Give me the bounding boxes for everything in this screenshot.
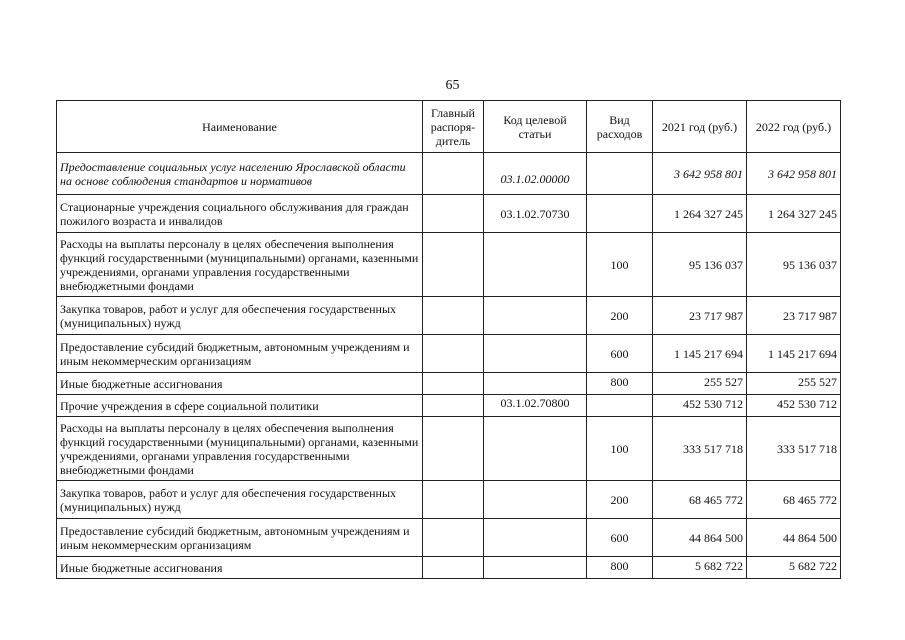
row-name: Закупка товаров, работ и услуг для обеспечения государственных (муниципальных) нужд [57,481,423,519]
row-amount-2021: 452 530 712 [653,395,747,417]
row-name: Стационарные учреждения социального обслуживания для граждан пожилого возраста и инвалидов [57,195,423,233]
row-code: 03.1.02.70730 [484,195,587,233]
row-expense-type: 200 [587,481,653,519]
row-amount-2022: 452 530 712 [747,395,841,417]
table-row [57,153,841,195]
row-expense-type [587,395,653,417]
row-amount-2021: 1 264 327 245 [653,195,747,233]
header-glavny: Главный распоря-дитель [423,101,484,153]
row-code [484,417,587,481]
row-expense-type: 600 [587,335,653,373]
row-expense-type [587,195,653,233]
row-amount-2022: 333 517 718 [747,417,841,481]
row-glavny [423,233,484,297]
row-name: Расходы на выплаты персоналу в целях обеспечения выполнения функций государственными (муниципальными) органами, казенными учреждениями, органами управления государственными внебюджетными фондами [57,233,423,297]
row-amount-2021: 1 145 217 694 [653,335,747,373]
page-number: 65 [445,78,460,93]
row-glavny [423,557,484,579]
row-code [484,557,587,579]
row-glavny [423,153,484,195]
table-row [57,395,841,417]
row-amount-2021: 3 642 958 801 [653,153,747,195]
table-row [57,373,841,395]
table-header [57,101,841,153]
row-code [484,373,587,395]
table-row [57,481,841,519]
table-row [57,557,841,579]
row-code: 03.1.02.00000 [484,153,587,195]
row-amount-2021: 23 717 987 [653,297,747,335]
header-type: Вид расходов [587,101,653,153]
row-name: Предоставление субсидий бюджетным, автономным учреждениям и иным некоммерческим организациям [57,335,423,373]
row-amount-2021: 5 682 722 [653,557,747,579]
row-code: 03.1.02.70800 [484,395,587,417]
table-row [57,233,841,297]
row-amount-2022: 5 682 722 [747,557,841,579]
row-amount-2021: 68 465 772 [653,481,747,519]
table-row [57,195,841,233]
row-expense-type: 100 [587,233,653,297]
row-name: Предоставление субсидий бюджетным, автономным учреждениям и иным некоммерческим организациям [57,519,423,557]
row-name: Предоставление социальных услуг населению Ярославской области на основе соблюдения стандартов и нормативов [57,153,423,195]
row-glavny [423,481,484,519]
row-glavny [423,395,484,417]
row-name: Прочие учреждения в сфере социальной политики [57,395,423,417]
row-expense-type: 200 [587,297,653,335]
row-expense-type [587,153,653,195]
row-glavny [423,373,484,395]
row-amount-2021: 95 136 037 [653,233,747,297]
row-name: Иные бюджетные ассигнования [57,557,423,579]
row-amount-2022: 68 465 772 [747,481,841,519]
row-code [484,297,587,335]
row-amount-2022: 1 145 217 694 [747,335,841,373]
row-amount-2022: 44 864 500 [747,519,841,557]
table-row [57,417,841,481]
row-name: Закупка товаров, работ и услуг для обеспечения государственных (муниципальных) нужд [57,297,423,335]
row-glavny [423,195,484,233]
row-expense-type: 600 [587,519,653,557]
header-name: Наименование [57,101,423,153]
row-code [484,233,587,297]
row-amount-2022: 23 717 987 [747,297,841,335]
row-code [484,335,587,373]
row-amount-2022: 1 264 327 245 [747,195,841,233]
row-glavny [423,519,484,557]
table-row [57,335,841,373]
row-expense-type: 800 [587,557,653,579]
budget-table [56,100,841,579]
row-amount-2022: 255 527 [747,373,841,395]
row-expense-type: 100 [587,417,653,481]
row-code [484,519,587,557]
row-amount-2021: 255 527 [653,373,747,395]
row-glavny [423,297,484,335]
row-code [484,481,587,519]
table-body [57,153,841,579]
header-year-2021: 2021 год (руб.) [653,101,747,153]
row-glavny [423,335,484,373]
row-amount-2022: 95 136 037 [747,233,841,297]
row-name: Расходы на выплаты персоналу в целях обеспечения выполнения функций государственными (муниципальными) органами, казенными учреждениями, органами управления государственными внебюджетными фондами [57,417,423,481]
row-amount-2021: 44 864 500 [653,519,747,557]
row-amount-2022: 3 642 958 801 [747,153,841,195]
row-expense-type: 800 [587,373,653,395]
table-row [57,519,841,557]
row-glavny [423,417,484,481]
row-amount-2021: 333 517 718 [653,417,747,481]
table-row [57,297,841,335]
header-code: Код целевой статьи [484,101,587,153]
row-name: Иные бюджетные ассигнования [57,373,423,395]
header-year-2022: 2022 год (руб.) [747,101,841,153]
